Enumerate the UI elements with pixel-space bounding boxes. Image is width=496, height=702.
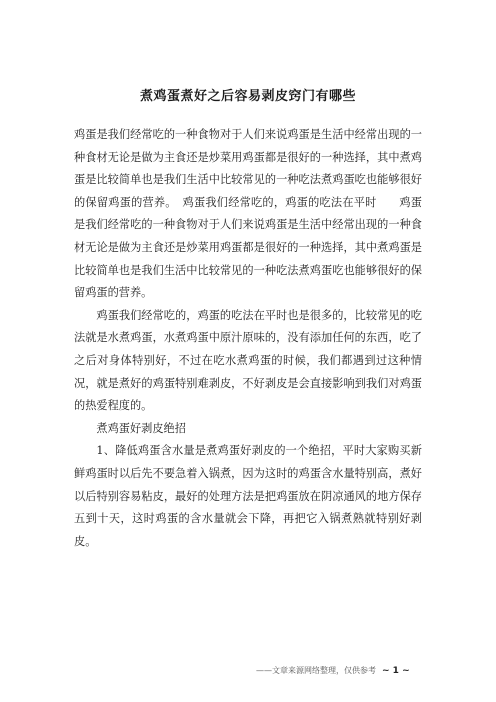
paragraph-intro: 鸡蛋是我们经常吃的一种食物对于人们来说鸡蛋是生活中经常出现的一种食材无论是做为主食还是炒菜用鸡蛋都是很好的一种选择，其中煮鸡蛋是比较简单也是我们生活中比较常见的一种吃法煮鸡蛋吃也能够很好的保留鸡蛋的营养。 鸡蛋我们经常吃的，鸡蛋的吃法在平时 鸡蛋是我们经常吃的一种食物对于人们来说鸡蛋是生活中经常出现的一种食材无论是做为主食还是炒菜用鸡蛋都是很好的一种选择，其中煮鸡蛋是比较简单也是我们生活中比较常见的一种吃法煮鸡蛋吃也能够很好的保留鸡蛋的营养。 bbox=[74, 128, 422, 300]
paragraph-boiled-eggs: 鸡蛋我们经常吃的，鸡蛋的吃法在平时也是很多的，比较常见的吃法就是水煮鸡蛋，水煮鸡蛋中原汁原味的，没有添加任何的东西，吃了之后对身体特别好，不过在吃水煮鸡蛋的时候，我们都遇到过这种情况，就是煮好的鸡蛋特别难剥皮，不好剥皮是会直接影响到我们对鸡蛋的热爱程度的。 bbox=[74, 308, 422, 413]
document-title: 煮鸡蛋煮好之后容易剥皮窍门有哪些 bbox=[139, 89, 356, 104]
footer-source-note: ——文章来源网络整理，仅供参考 bbox=[256, 666, 376, 675]
section-heading-peeling-tips: 煮鸡蛋好剥皮绝招 bbox=[96, 421, 186, 435]
page-number: ~ 1 ~ bbox=[382, 666, 410, 676]
document-body bbox=[74, 124, 422, 553]
page-footer bbox=[256, 665, 410, 677]
paragraph-tip-1: 1、降低鸡蛋含水量是煮鸡蛋好剥皮的一个绝招，平时大家购买新鲜鸡蛋时以后先不要急着入锅煮，因为这时的鸡蛋含水量特别高，煮好以后特别容易粘皮，最好的处理方法是把鸡蛋放在阴凉通风的地方保存五到十天，这时鸡蛋的含水量就会下降，再把它入锅煮熟就特别好剥皮。 bbox=[74, 444, 422, 548]
